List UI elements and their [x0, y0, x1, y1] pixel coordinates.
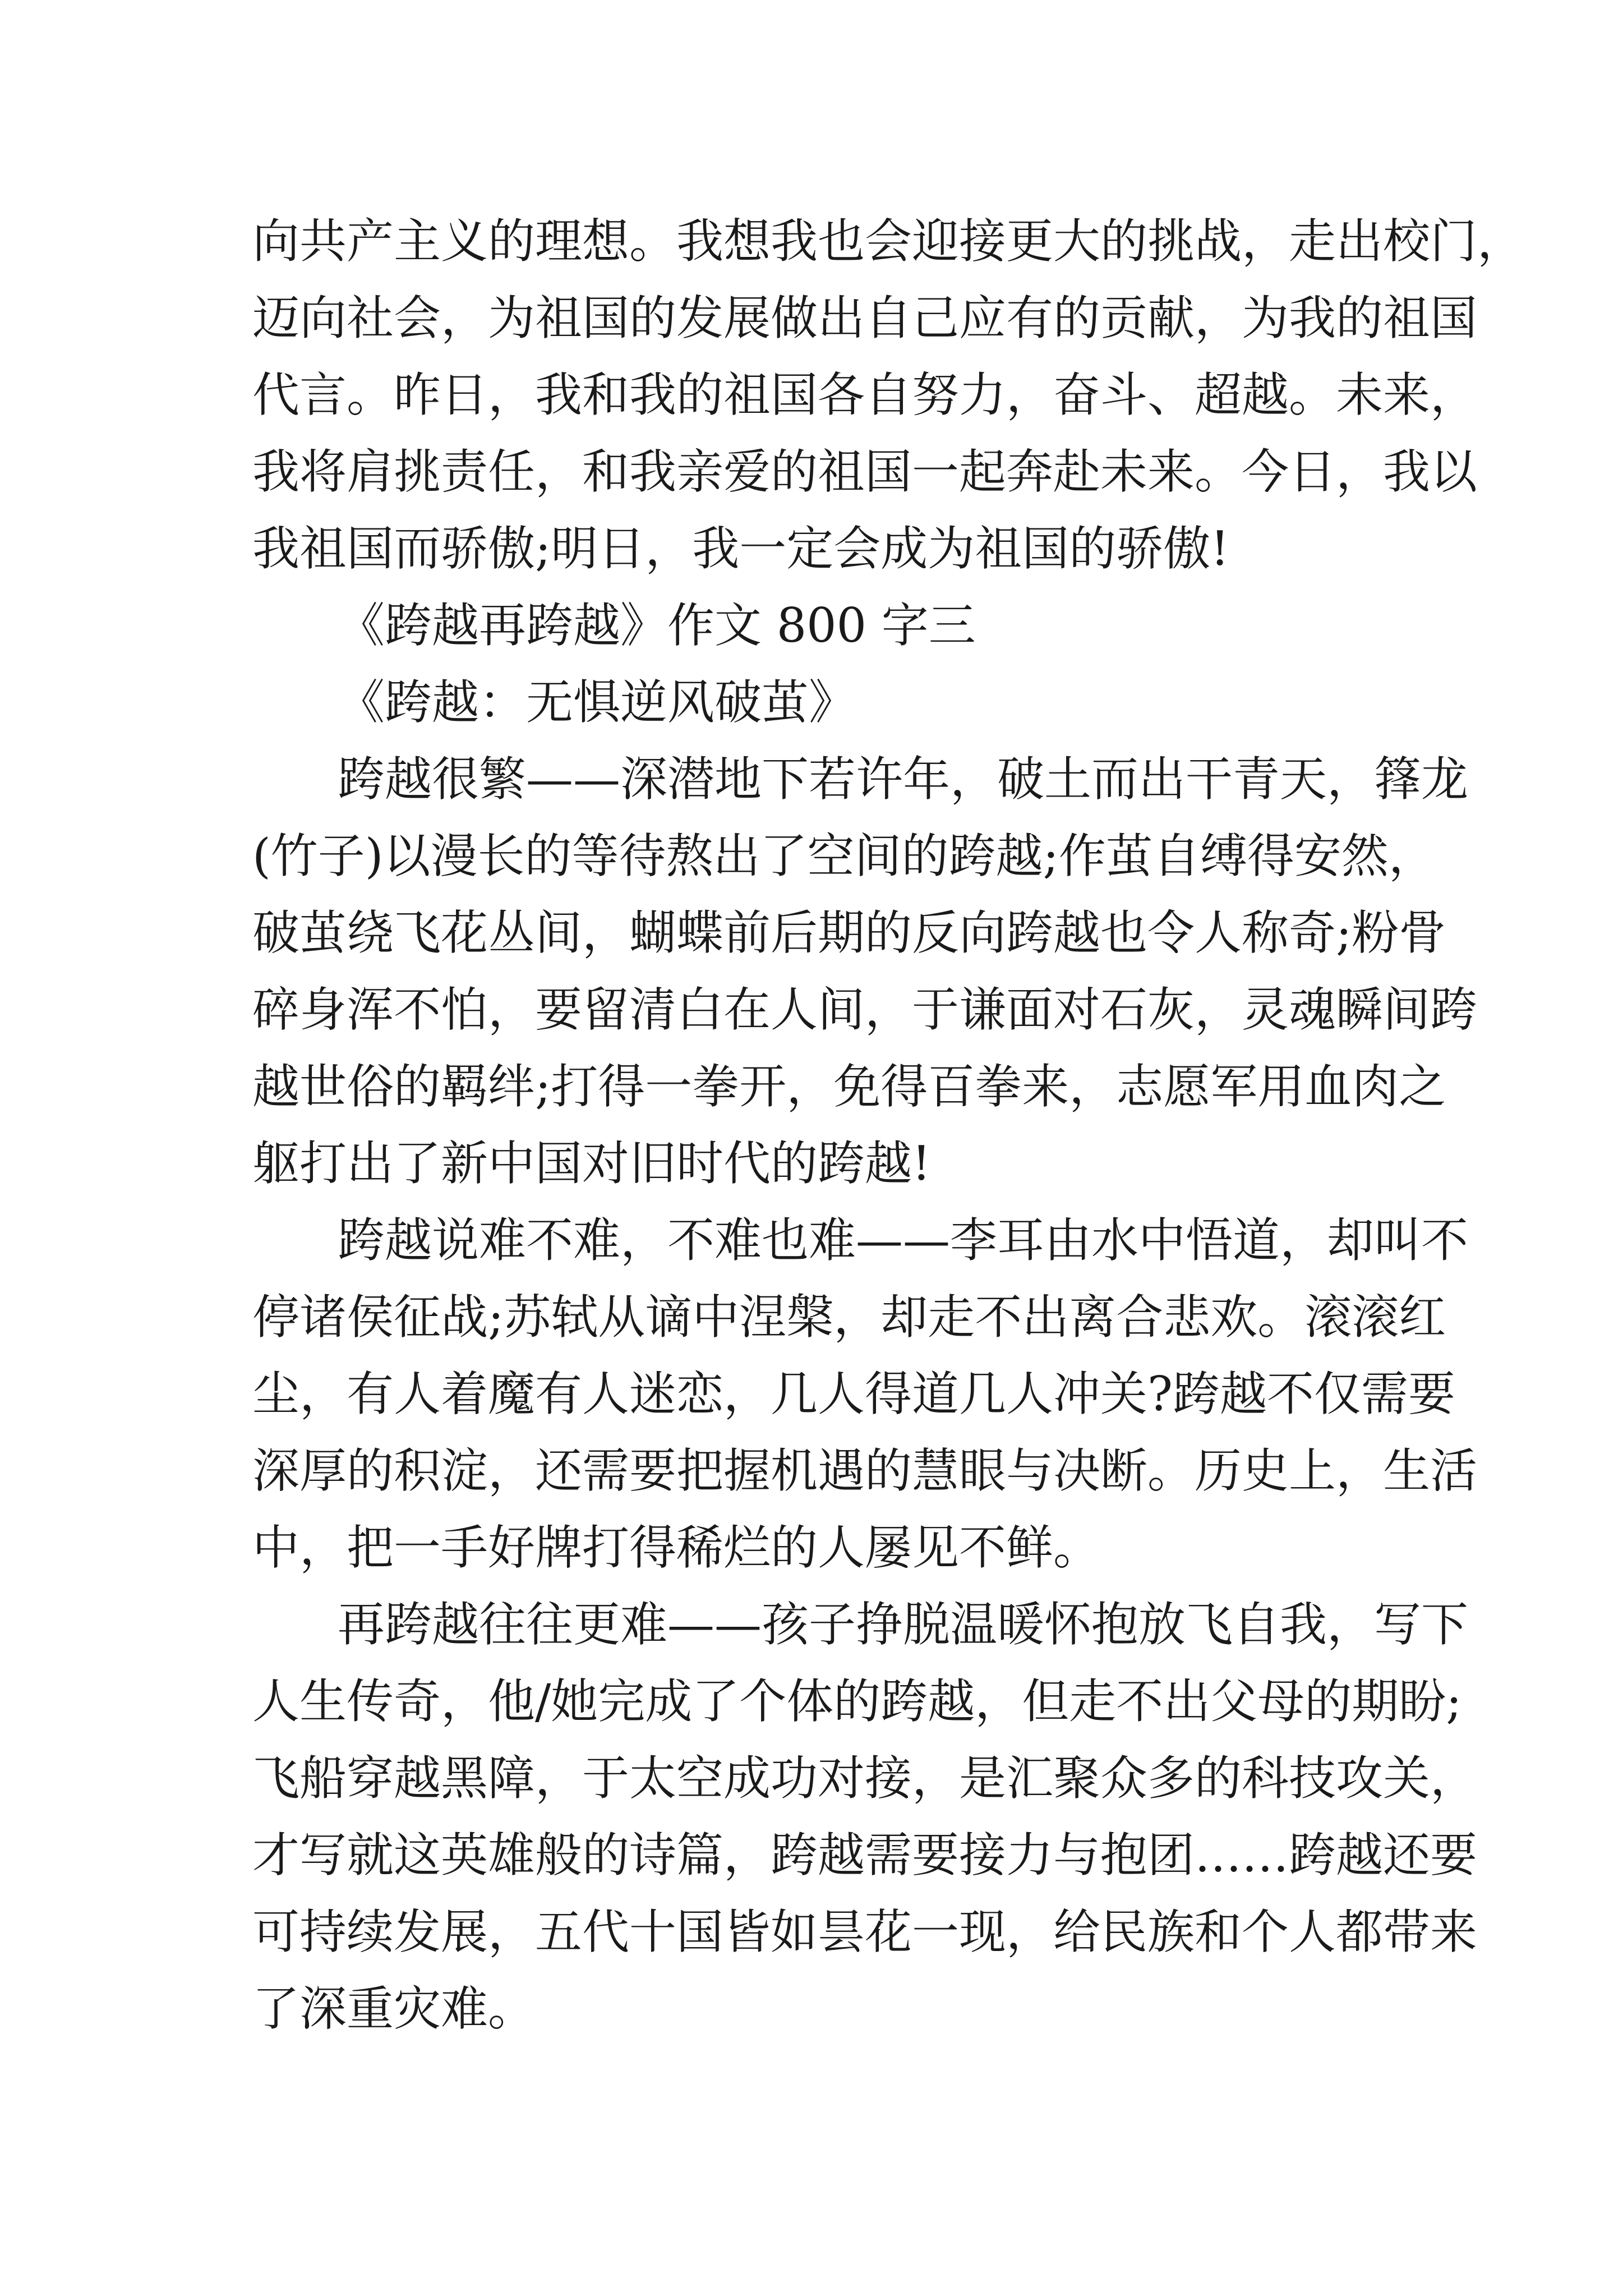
- text-line: 可持续发展，五代十国皆如昙花一现，给民族和个人都带来: [252, 1904, 1478, 1959]
- text-line: 跨越说难不难，不难也难——李耳由水中悟道，却叫不: [338, 1213, 1469, 1268]
- paragraph-2: [252, 1202, 1478, 1586]
- text-line: 中，把一手好牌打得稀烂的人屡见不鲜。: [252, 1520, 1101, 1575]
- text-line: 躯打出了新中国对旧时代的跨越!: [252, 1136, 931, 1191]
- text-line: 了深重灾难。: [252, 1981, 536, 2036]
- text-line: 再跨越往往更难——孩子挣脱温暖怀抱放飞自我，写下: [338, 1597, 1469, 1652]
- text-line: 深厚的积淀，还需要把握机遇的慧眼与决断。历史上，生活: [252, 1443, 1478, 1498]
- text-line: 我将肩挑责任，和我亲爱的祖国一起奔赴未来。今日，我以: [252, 444, 1478, 499]
- text-line: 我祖国而骄傲;明日，我一定会成为祖国的骄傲!: [252, 521, 1230, 576]
- paragraph-intro: [252, 203, 1525, 587]
- text-line: 人生传奇，他/她完成了个体的跨越，但走不出父母的期盼;: [252, 1674, 1462, 1729]
- text-line: 尘，有人着魔有人迷恋，几人得道几人冲关?跨越不仅需要: [252, 1366, 1456, 1421]
- paragraph-3: [252, 1586, 1478, 2047]
- essay-heading: 《跨越再跨越》作文 800 字三: [338, 598, 976, 653]
- text-line: 飞船穿越黑障，于太空成功对接，是汇聚众多的科技攻关，: [252, 1751, 1478, 1806]
- text-line: 跨越很繁——深潜地下若许年，破土而出干青天，箨龙: [338, 752, 1469, 807]
- document-body: [252, 203, 1525, 2047]
- text-line: (竹子)以漫长的等待熬出了空间的跨越;作茧自缚得安然，: [252, 829, 1436, 884]
- paragraph-1: [252, 741, 1478, 1202]
- text-line: 停诸侯征战;苏轼从谪中涅槃，却走不出离合悲欢。滚滚红: [252, 1290, 1446, 1345]
- text-line: 破茧绕飞花丛间，蝴蝶前后期的反向跨越也令人称奇;粉骨: [252, 905, 1446, 960]
- text-line: 迈向社会，为祖国的发展做出自己应有的贡献，为我的祖国: [252, 291, 1478, 346]
- text-line: 越世俗的羁绊;打得一拳开，免得百拳来，志愿军用血肉之: [252, 1059, 1446, 1114]
- essay-title: 《跨越：无惧逆风破茧》: [338, 675, 856, 730]
- text-line: 代言。昨日，我和我的祖国各自努力，奋斗、超越。未来，: [252, 367, 1478, 422]
- text-line: 碎身浑不怕，要留清白在人间，于谦面对石灰，灵魂瞬间跨: [252, 982, 1478, 1037]
- text-line: 才写就这英雄般的诗篇，跨越需要接力与抱团……跨越还要: [252, 1828, 1478, 1883]
- text-line: 向共产主义的理想。我想我也会迎接更大的挑战，走出校门，: [252, 214, 1525, 269]
